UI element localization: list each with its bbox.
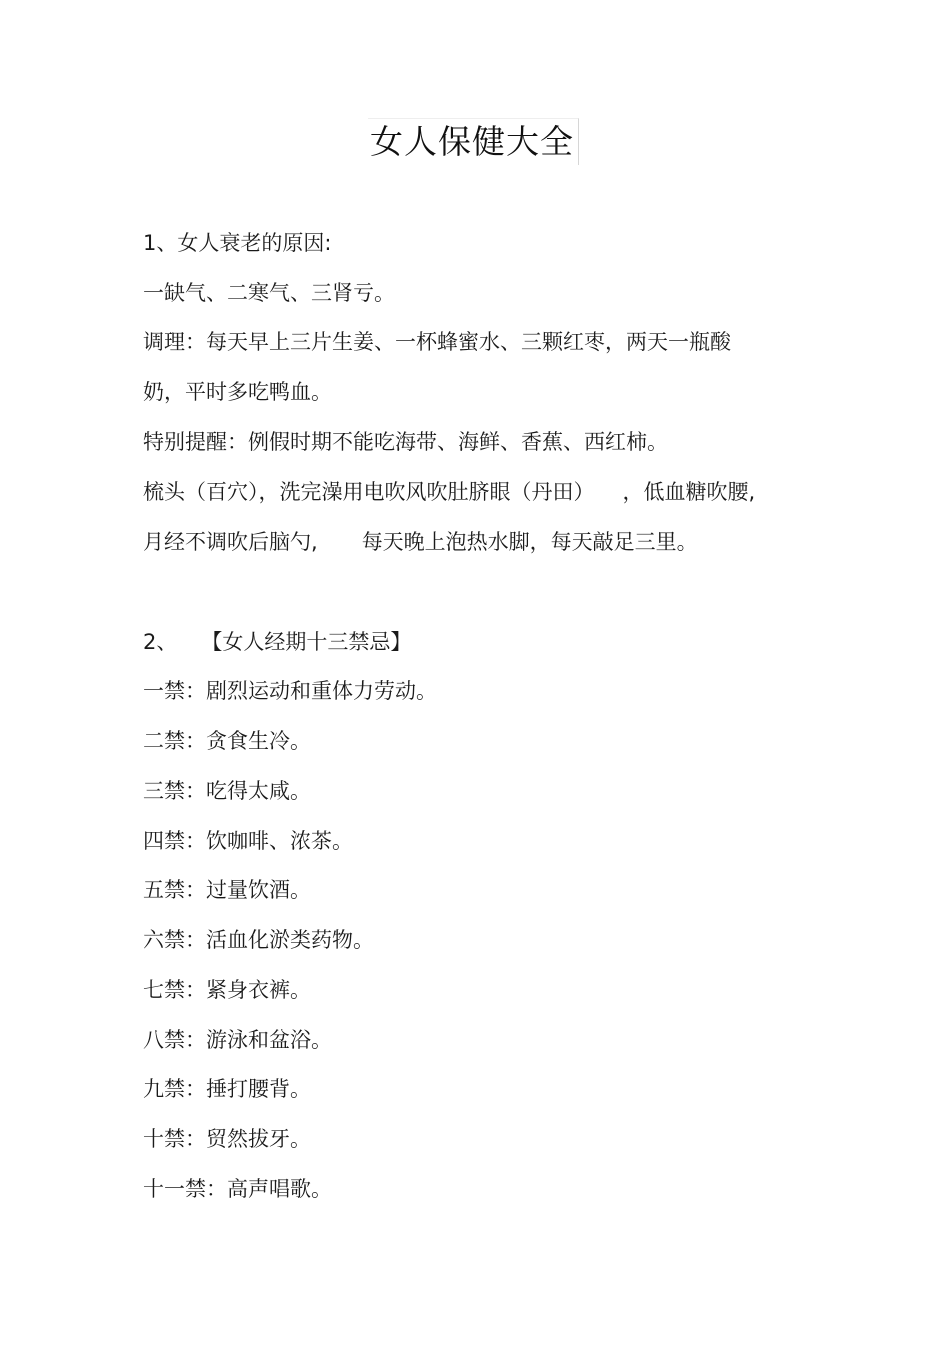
section1-heading: 1、女人衰老的原因: xyxy=(143,231,332,255)
care-tip-line1: 调理：每天早上三片生姜、一杯蜂蜜水、三颗红枣，两天一瓶酸 xyxy=(143,330,731,354)
taboo-item: 一禁：剧烈运动和重体力劳动。 xyxy=(143,679,437,703)
taboo-item: 九禁：捶打腰背。 xyxy=(143,1077,311,1101)
menstrual-part-b: 每天晚上泡热水脚，每天敲足三里。 xyxy=(361,530,698,554)
menstrual-part-a: 月经不调吹后脑勺, xyxy=(143,530,318,554)
section2-heading xyxy=(143,628,411,656)
taboo-item: 四禁：饮咖啡、浓茶。 xyxy=(143,829,353,853)
taboo-item: 三禁：吃得太咸。 xyxy=(143,779,311,803)
comb-hair-line xyxy=(143,478,755,506)
title-box xyxy=(368,118,579,165)
taboo-item: 二禁：贪食生冷。 xyxy=(143,729,311,753)
page-title: 女人保健大全 xyxy=(370,122,574,161)
aging-causes: 一缺气、二寒气、三肾亏。 xyxy=(143,281,395,305)
special-reminder: 特别提醒：例假时期不能吃海带、海鲜、香蕉、西红柿。 xyxy=(143,430,668,454)
comb-hair-part-b: ，低血糖吹腰, xyxy=(622,480,756,504)
taboo-item: 七禁：紧身衣裤。 xyxy=(143,978,311,1002)
taboo-item: 十一禁：高声唱歌。 xyxy=(143,1177,332,1201)
taboo-item: 五禁：过量饮酒。 xyxy=(143,878,311,902)
taboo-item: 十禁：贸然拔牙。 xyxy=(143,1127,311,1151)
menstrual-line xyxy=(143,528,698,556)
taboo-item: 八禁：游泳和盆浴。 xyxy=(143,1028,332,1052)
section2-title: 【女人经期十三禁忌】 xyxy=(201,630,412,654)
taboo-item: 六禁：活血化淤类药物。 xyxy=(143,928,374,952)
comb-hair-part-a: 梳头（百穴），洗完澡用电吹风吹肚脐眼（丹田） xyxy=(143,480,595,504)
care-tip-line2: 奶，平时多吃鸭血。 xyxy=(143,380,332,404)
section2-number: 2、 xyxy=(143,630,178,654)
